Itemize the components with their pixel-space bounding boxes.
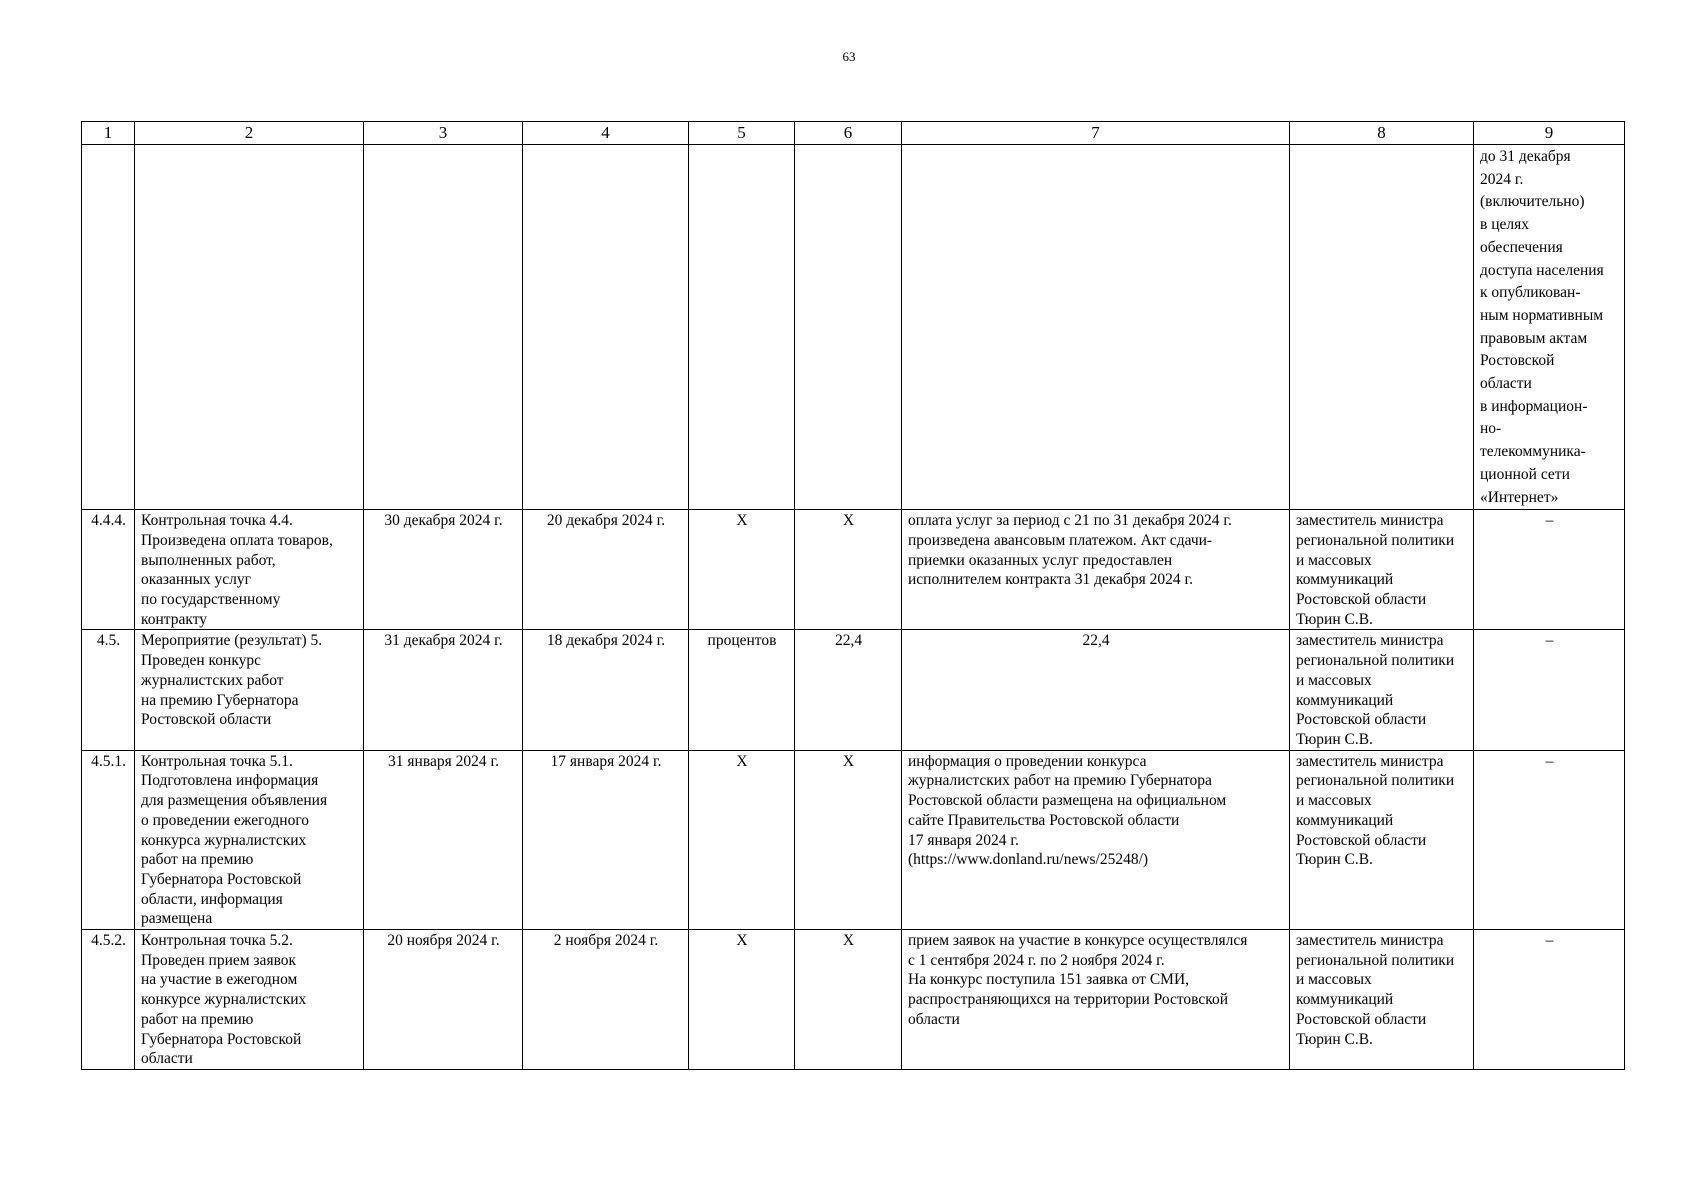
header-cell: 4 (523, 122, 689, 145)
unit-cell: X (689, 750, 795, 929)
result-cell (902, 145, 1290, 510)
header-cell: 7 (902, 122, 1290, 145)
unit-cell: X (689, 930, 795, 1070)
unit-cell: процентов (689, 630, 795, 750)
table-row (82, 145, 1625, 510)
header-cell: 5 (689, 122, 795, 145)
result-cell: информация о проведении конкурса журналистских работ на премию Губернатора Ростовской области размещена на официальном сайте Правительства Ростовской области 17 января 2024 г. (https://www.donland.ru/news/25248/) (902, 750, 1290, 929)
activity-cell: Контрольная точка 5.1. Подготовлена информация для размещения объявления о проведении ежегодного конкурса журналистских работ на премию Губернатора Ростовской области, информация размещена (135, 750, 364, 929)
row-number-cell: 4.4.4. (82, 510, 135, 630)
responsible-cell (1290, 145, 1474, 510)
activity-cell (135, 145, 364, 510)
planned-date-cell: 20 ноября 2024 г. (364, 930, 523, 1070)
note-cell: – (1474, 750, 1625, 929)
activity-cell: Мероприятие (результат) 5. Проведен конкурс журналистских работ на премию Губернатора Ростовской области (135, 630, 364, 750)
responsible-cell: заместитель министра региональной политики и массовых коммуникаций Ростовской области Тюрин С.В. (1290, 750, 1474, 929)
planned-value-cell: 22,4 (795, 630, 902, 750)
note-cell: – (1474, 630, 1625, 750)
table-header-row (82, 122, 1625, 145)
row-number-cell: 4.5. (82, 630, 135, 750)
table-row (82, 930, 1625, 1070)
header-cell: 9 (1474, 122, 1625, 145)
actual-date-cell (523, 145, 689, 510)
actual-date-cell: 18 декабря 2024 г. (523, 630, 689, 750)
header-cell: 1 (82, 122, 135, 145)
actual-date-cell: 17 января 2024 г. (523, 750, 689, 929)
row-number-cell: 4.5.1. (82, 750, 135, 929)
unit-cell: X (689, 510, 795, 630)
page-number: 63 (842, 49, 856, 64)
planned-value-cell: X (795, 930, 902, 1070)
responsible-cell: заместитель министра региональной политики и массовых коммуникаций Ростовской области Тюрин С.В. (1290, 630, 1474, 750)
planned-value-cell: X (795, 750, 902, 929)
activity-cell: Контрольная точка 5.2. Проведен прием заявок на участие в ежегодном конкурсе журналистских работ на премию Губернатора Ростовской области (135, 930, 364, 1070)
result-cell: оплата услуг за период с 21 по 31 декабря 2024 г. произведена авансовым платежом. Акт сдачи- приемки оказанных услуг предоставлен исполнителем контракта 31 декабря 2024 г. (902, 510, 1290, 630)
note-cell: – (1474, 510, 1625, 630)
planned-date-cell: 31 декабря 2024 г. (364, 630, 523, 750)
actual-date-cell: 2 ноября 2024 г. (523, 930, 689, 1070)
table-row (82, 750, 1625, 929)
responsible-cell: заместитель министра региональной политики и массовых коммуникаций Ростовской области Тюрин С.В. (1290, 930, 1474, 1070)
planned-date-cell: 31 января 2024 г. (364, 750, 523, 929)
header-cell: 6 (795, 122, 902, 145)
table-row (82, 510, 1625, 630)
report-table (81, 121, 1625, 1070)
row-number-cell (82, 145, 135, 510)
header-cell: 3 (364, 122, 523, 145)
header-cell: 8 (1290, 122, 1474, 145)
unit-cell (689, 145, 795, 510)
responsible-cell: заместитель министра региональной политики и массовых коммуникаций Ростовской области Тюрин С.В. (1290, 510, 1474, 630)
planned-value-cell (795, 145, 902, 510)
planned-date-cell (364, 145, 523, 510)
result-cell: прием заявок на участие в конкурсе осуществлялся с 1 сентября 2024 г. по 2 ноября 2024 г. На конкурс поступила 151 заявка от СМИ, распространяющихся на территории Ростовской области (902, 930, 1290, 1070)
planned-value-cell: X (795, 510, 902, 630)
planned-date-cell: 30 декабря 2024 г. (364, 510, 523, 630)
actual-date-cell: 20 декабря 2024 г. (523, 510, 689, 630)
note-cell: – (1474, 930, 1625, 1070)
row-number-cell: 4.5.2. (82, 930, 135, 1070)
activity-cell: Контрольная точка 4.4. Произведена оплата товаров, выполненных работ, оказанных услуг по государственному контракту (135, 510, 364, 630)
table-row (82, 630, 1625, 750)
result-cell: 22,4 (902, 630, 1290, 750)
header-cell: 2 (135, 122, 364, 145)
note-cell: до 31 декабря 2024 г. (включительно) в целях обеспечения доступа населения к опубликован- ным нормативным правовым актам Ростовской области в информацион- но- телекоммуника- ционной сети «Интернет» (1474, 145, 1625, 510)
